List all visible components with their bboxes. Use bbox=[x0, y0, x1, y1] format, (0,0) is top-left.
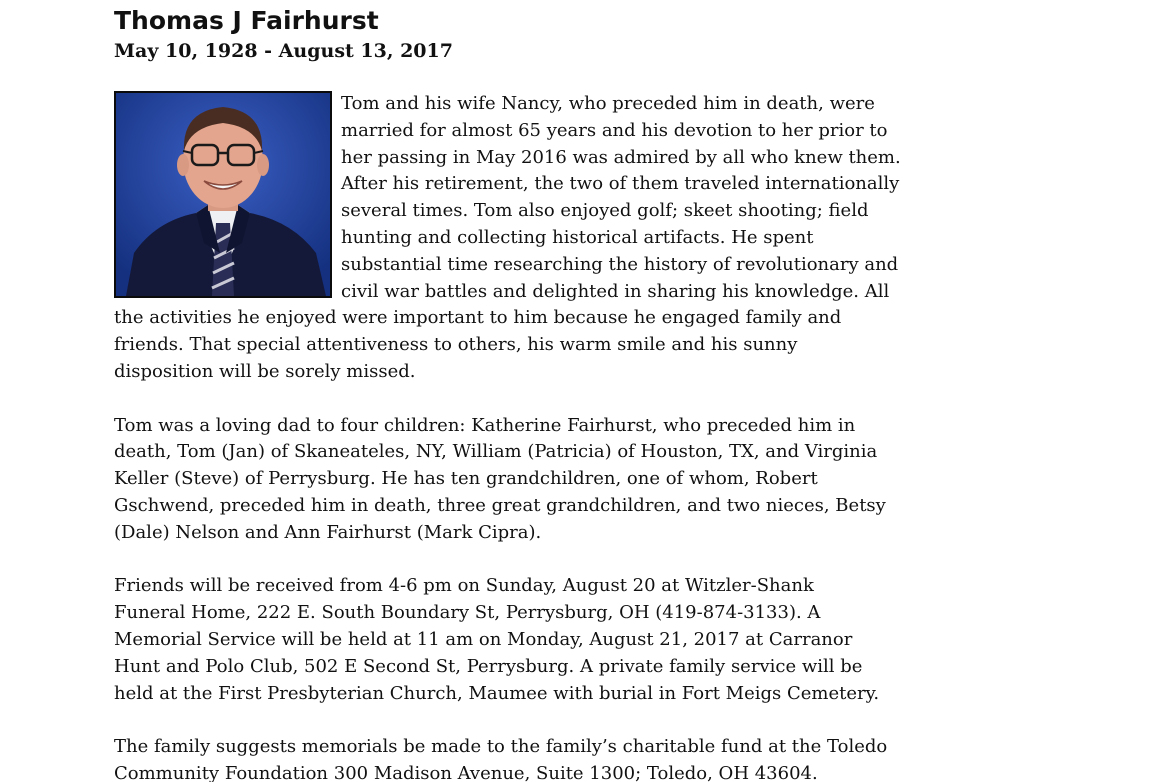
portrait-photo bbox=[114, 91, 332, 298]
text-line: friends. That special attentiveness to others, his warm smile and his sunny bbox=[114, 334, 798, 356]
text-line: (Dale) Nelson and Ann Fairhurst (Mark Cipra). bbox=[114, 521, 542, 543]
text-line: the activities he enjoyed were important to him because he engaged family and bbox=[114, 307, 842, 329]
obituary-body bbox=[114, 91, 939, 782]
portrait-icon bbox=[116, 93, 330, 296]
text-line: Community Foundation 300 Madison Avenue, Suite 1300; Toledo, OH 43604. bbox=[114, 762, 818, 782]
text-line: The family suggests memorials be made to the family’s charitable fund at the Toledo bbox=[114, 736, 888, 758]
text-line: Funeral Home, 222 E. South Boundary St, Perrysburg, OH (419-874-3133). A bbox=[114, 602, 821, 624]
text-line: Tom was a loving dad to four children: Katherine Fairhurst, who preceded him in bbox=[114, 414, 856, 436]
text-line: several times. Tom also enjoyed golf; skeet shooting; field bbox=[341, 200, 869, 222]
text-line: held at the First Presbyterian Church, Maumee with burial in Fort Meigs Cemetery. bbox=[114, 682, 880, 704]
text-line: Tom and his wife Nancy, who preceded him in death, were bbox=[341, 93, 875, 114]
text-line: Hunt and Polo Club, 502 E Second St, Perrysburg. A private family service will be bbox=[114, 655, 863, 677]
text-line: civil war battles and delighted in sharing his knowledge. All bbox=[341, 280, 890, 302]
life-dates: May 10, 1928 - August 13, 2017 bbox=[114, 40, 453, 62]
deceased-name: Thomas J Fairhurst bbox=[114, 6, 379, 35]
text-line: Friends will be received from 4-6 pm on Sunday, August 20 at Witzler-Shank bbox=[114, 575, 814, 597]
text-line: After his retirement, the two of them traveled internationally bbox=[341, 173, 900, 195]
text-line: substantial time researching the history of revolutionary and bbox=[341, 253, 899, 275]
paragraph-memorials bbox=[114, 734, 939, 782]
text-line: Memorial Service will be held at 11 am on Monday, August 21, 2017 at Carranor bbox=[114, 628, 853, 650]
paragraph-family bbox=[114, 413, 939, 547]
text-line: disposition will be sorely missed. bbox=[114, 360, 416, 382]
text-line: Keller (Steve) of Perrysburg. He has ten grandchildren, one of whom, Robert bbox=[114, 468, 818, 490]
text-line: Gschwend, preceded him in death, three great grandchildren, and two nieces, Betsy bbox=[114, 494, 886, 516]
text-line: death, Tom (Jan) of Skaneateles, NY, William (Patricia) of Houston, TX, and Virginia bbox=[114, 441, 878, 463]
text-line: her passing in May 2016 was admired by all who knew them. bbox=[341, 146, 901, 168]
text-line: hunting and collecting historical artifacts. He spent bbox=[341, 226, 814, 248]
text-line: married for almost 65 years and his devotion to her prior to bbox=[341, 119, 888, 141]
paragraph-services bbox=[114, 573, 939, 707]
